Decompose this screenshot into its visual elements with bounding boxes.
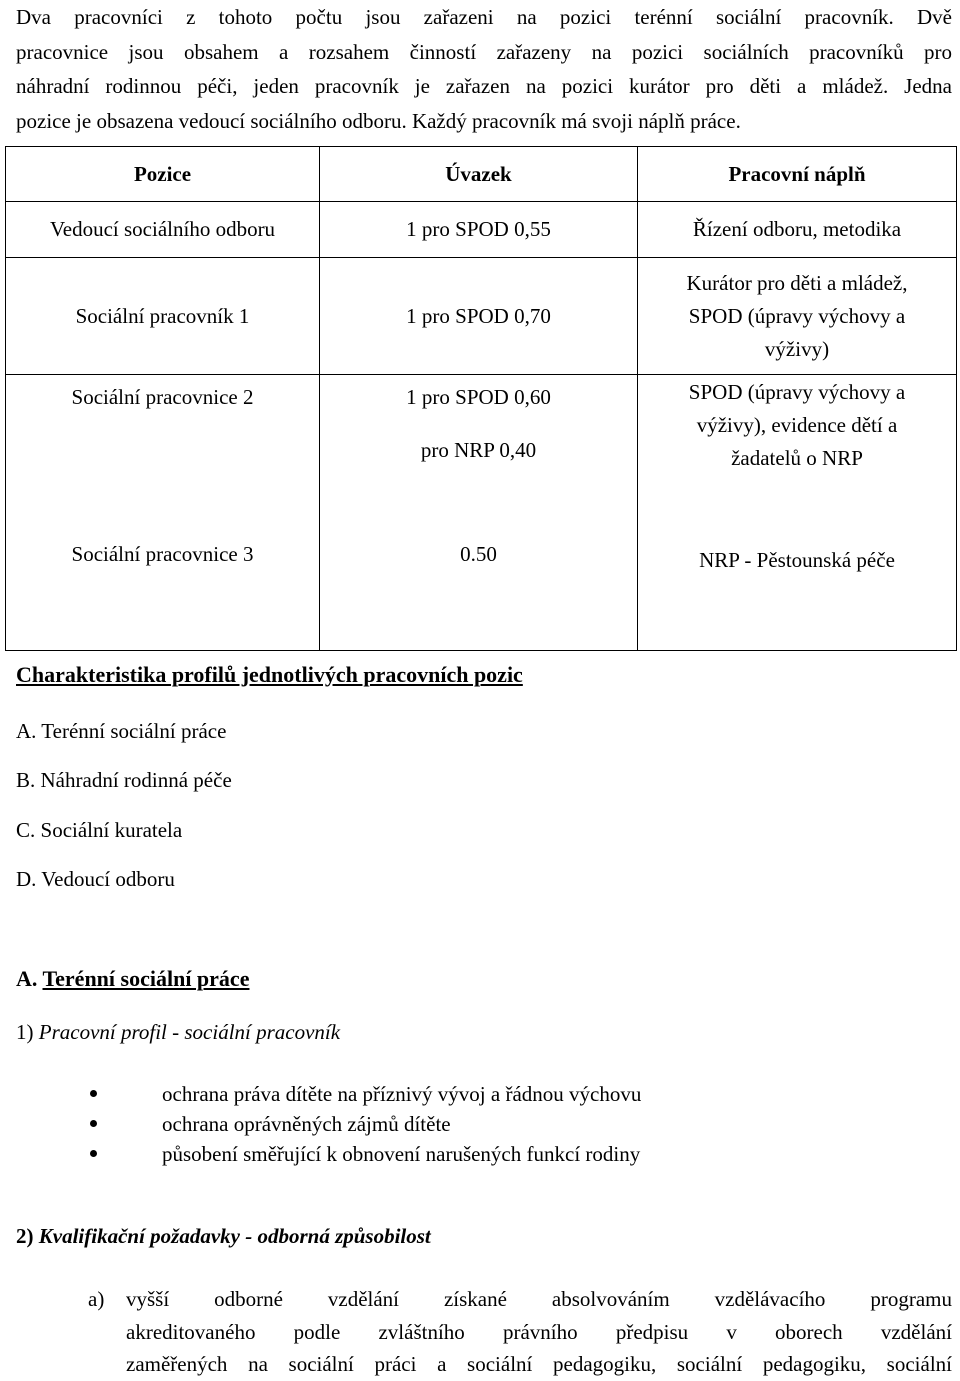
intro-line: pracovnice jsou obsahem a rozsahem činností zařazeny na pozici sociálních pracovníků pro — [16, 39, 952, 64]
table-row — [6, 375, 957, 504]
duties-line: výživy) — [764, 336, 830, 361]
table-row — [6, 503, 957, 651]
cell-position: Sociální pracovnice 3 — [6, 503, 320, 651]
bullet-item: ochrana práva dítěte na příznivý vývoj a řádnou výchovu — [90, 1079, 641, 1109]
list-item — [16, 764, 232, 813]
section-a-heading — [16, 966, 249, 992]
section-title: Terénní sociální práce — [42, 966, 250, 991]
cell-position: Sociální pracovník 1 — [6, 258, 320, 375]
list-label: Terénní sociální práce — [41, 719, 227, 743]
list-marker: B. — [16, 768, 36, 793]
cell-duties: NRP - Pěstounská péče — [638, 503, 957, 651]
profiles-list — [16, 715, 232, 912]
load-line: pro NRP 0,40 — [420, 438, 537, 462]
list-label: Sociální kuratela — [40, 817, 183, 842]
cell-duties: Řízení odboru, metodika — [638, 202, 957, 258]
cell-duties — [638, 375, 957, 504]
item-line: zaměřených na sociální práci a sociální pedagogiku, sociální pedagogiku, sociální — [126, 1352, 952, 1376]
header-duties: Pracovní náplň — [638, 147, 957, 202]
cell-position: Vedoucí sociálního odboru — [6, 202, 320, 258]
list-item — [16, 863, 232, 912]
header-load: Úvazek — [320, 147, 638, 202]
duties-line: výživy), evidence dětí a — [696, 413, 898, 437]
load-line: 1 pro SPOD 0,60 — [406, 385, 551, 409]
section-marker: A. — [16, 966, 38, 991]
list-label: Náhradní rodinná péče — [40, 768, 232, 793]
table-row — [6, 258, 957, 375]
profile-bullets — [90, 1079, 641, 1169]
qualification-heading — [16, 1224, 431, 1249]
intro-paragraph — [16, 0, 952, 138]
qualification-item-a — [88, 1283, 952, 1381]
list-marker: C. — [16, 817, 36, 842]
intro-line: náhradní rodinnou péči, jeden pracovník je zařazen na pozici kurátor pro děti a mládež. Jedna — [16, 74, 952, 98]
profile-title: Pracovní profil - sociální pracovník — [38, 1020, 341, 1044]
table-header-row — [6, 147, 957, 202]
item-line: akreditovaného podle zvláštního právního předpisu v oborech vzdělání — [126, 1319, 952, 1344]
list-label: Vedoucí odboru — [41, 866, 175, 891]
cell-load: 1 pro SPOD 0,55 — [320, 202, 638, 258]
list-marker: D. — [16, 866, 37, 891]
item-text — [126, 1283, 952, 1381]
cell-load: 1 pro SPOD 0,70 — [320, 258, 638, 375]
list-item — [16, 814, 232, 863]
table-row — [6, 202, 957, 258]
item-line: vyšší odborné vzdělání získané absolvováním vzdělávacího programu — [126, 1287, 952, 1311]
profiles-heading: Charakteristika profilů jednotlivých pracovních pozic — [16, 662, 523, 687]
item-marker: a) — [88, 1287, 105, 1311]
intro-line: Dva pracovníci z tohoto počtu jsou zařazeni na pozici terénní sociální pracovník. Dvě — [16, 5, 952, 29]
header-position: Pozice — [6, 147, 320, 202]
duties-line: žadatelů o NRP — [731, 446, 863, 470]
cell-duties — [638, 258, 957, 375]
cell-load — [320, 375, 638, 504]
cell-position: Sociální pracovnice 2 — [6, 375, 320, 504]
intro-line: pozice je obsazena vedoucí sociálního odboru. Každý pracovník má svoji náplň práce. — [16, 108, 741, 133]
profile-heading — [16, 1020, 340, 1045]
profile-number: 1) — [16, 1020, 34, 1044]
duties-line: SPOD (úpravy výchovy a — [688, 380, 906, 404]
duties-line: Kurátor pro děti a mládež, — [686, 270, 908, 295]
duties-line: SPOD (úpravy výchovy a — [688, 303, 906, 328]
bullet-item: ochrana oprávněných zájmů dítěte — [90, 1109, 641, 1139]
bullet-item: působení směřující k obnovení narušených funkcí rodiny — [90, 1139, 641, 1169]
cell-load: 0.50 — [320, 503, 638, 651]
list-item — [16, 715, 232, 764]
qualification-title: Kvalifikační požadavky - odborná způsobilost — [38, 1224, 431, 1248]
list-marker: A. — [16, 719, 37, 743]
qualification-number: 2) — [16, 1224, 34, 1248]
staff-table — [5, 146, 957, 651]
